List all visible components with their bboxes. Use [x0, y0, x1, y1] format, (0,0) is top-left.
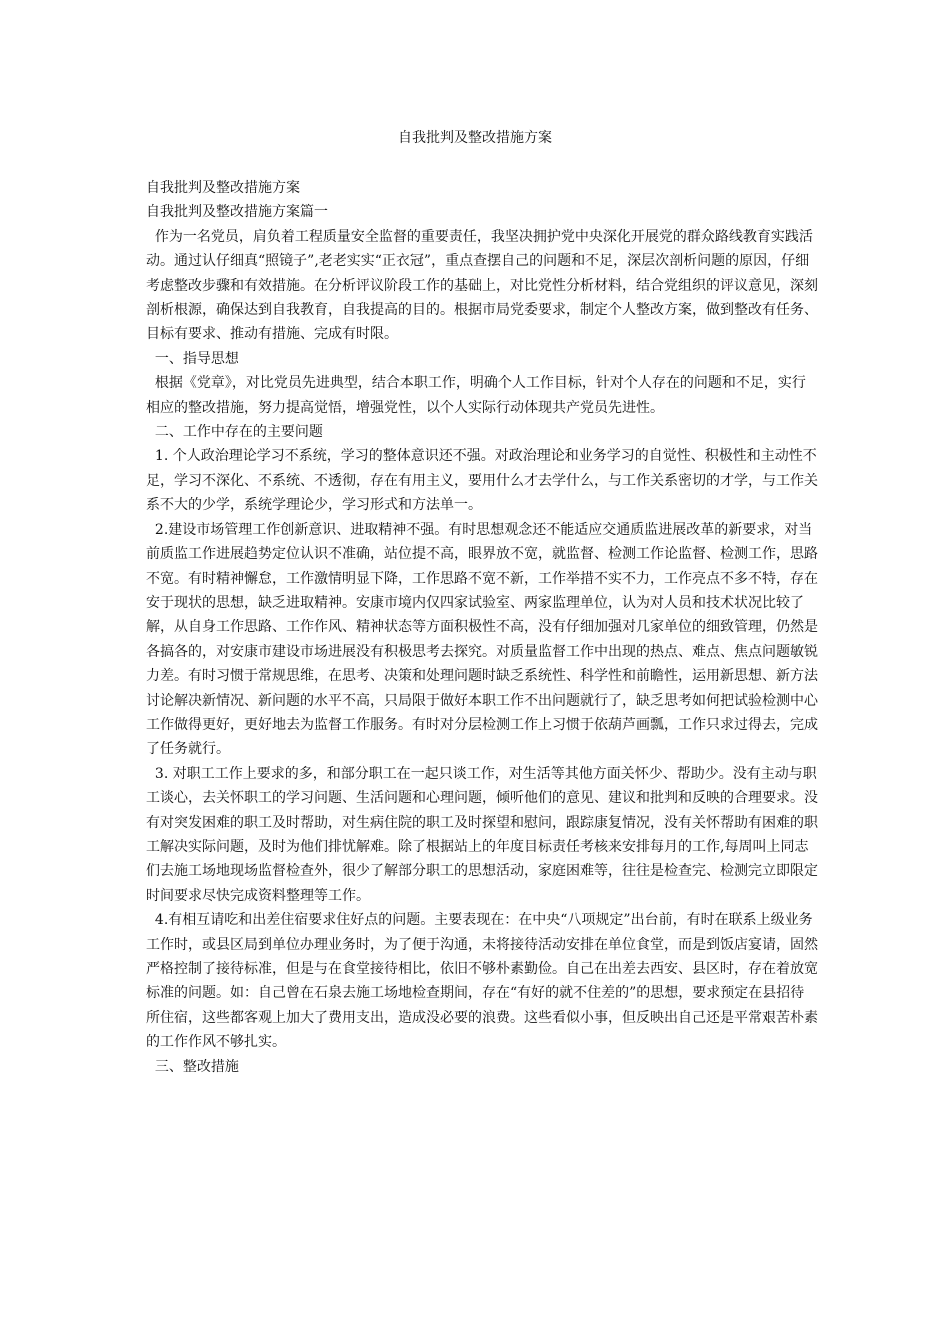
section-heading-guiding-idea: 一、指导思想 — [146, 350, 239, 367]
problem-paragraph-3: 3. 对职工工作上要求的多，和部分职工在一起只谈工作，对生活等其他方面关怀少、帮助少。没有主动与职工谈心，去关怀职工的学习问题、生活问题和心理问题，倾听他们的意见、建议和批判和反映的合理要求。没有对突发困难的职工及时帮助，对生病住院的职工及时探望和慰问，跟踪康复情况，没有关怀帮助有困难的职工解决实际问题，及时为他们排忧解难。除了根据站上的年度目标责任考核来安排每月的工作,每周叫上同志们去施工场地现场监督检查外，很少了解部分职工的思想活动，家庭困难等，往往是检查完、检测完立即限定时间要求尽快完成资料整理等工作。 — [146, 765, 818, 904]
intro-paragraph: 作为一名党员，肩负着工程质量安全监督的重要责任，我坚决拥护党中央深化开展党的群众路线教育实践活动。通过认仔细真“照镜子”,老老实实“正衣冠”，重点查摆自己的问题和不足，深层次剖析问题的原因，仔细考虑整改步骤和有效措施。在分析评议阶段工作的基础上，对比党性分析材料，结合党组织的评议意见，深刻剖析根源，确保达到自我教育，自我提高的目的。根据市局党委要求，制定个人整改方案，做到整改有任务、目标有要求、推动有措施、完成有时限。 — [146, 228, 818, 343]
section-heading-main-problems: 二、工作中存在的主要问题 — [146, 424, 323, 441]
problem-paragraph-1: 1. 个人政治理论学习不系统，学习的整体意识还不强。对政治理论和业务学习的自觉性、积极性和主动性不足，学习不深化、不系统、不透彻，存在有用主义，要用什么才去学什么，与工作关系密切的才学，与工作关系不大的少学，系统学理论少，学习形式和方法单一。 — [146, 448, 818, 514]
document-title: 自我批判及整改措施方案 — [398, 130, 552, 146]
problem-paragraph-4: 4.有相互请吃和出差住宿要求住好点的问题。主要表现在：在中央“八项规定”出台前，有时在联系上级业务工作时，或县区局到单位办理业务时，为了便于沟通，未将接待活动安排在单位食堂，而是到饭店宴请，固然严格控制了接待标准，但是与在食堂接待相比，依旧不够朴素勤俭。自己在出差去西安、县区时，存在着放宽标准的问题。如：自己曾在石泉去施工场地检查期间，存在“有好的就不住差的”的思想，要求预定在县招待所住宿，这些都客观上加大了费用支出，造成没必要的浪费。这些看似小事，但反映出自己还是平常艰苦朴素的工作作风不够扎实。 — [146, 912, 818, 1051]
body-heading: 自我批判及整改措施方案 — [146, 180, 300, 196]
body-subheading: 自我批判及整改措施方案篇一 — [146, 204, 328, 221]
document-body — [146, 176, 818, 1079]
section-heading-measures: 三、整改措施 — [146, 1058, 239, 1075]
guiding-idea-paragraph: 根据《党章》，对比党员先进典型，结合本职工作，明确个人工作目标，针对个人存在的问题和不足，实行相应的整改措施，努力提高觉悟，增强党性，以个人实际行动体现共产党员先进性。 — [146, 375, 806, 416]
problem-paragraph-2: 2.建设市场管理工作创新意识、进取精神不强。有时思想观念还不能适应交通质监进展改革的新要求，对当前质监工作进展趋势定位认识不准确，站位提不高，眼界放不宽，就监督、检测工作论监督、检测工作，思路不宽。有时精神懈怠，工作激情明显下降，工作思路不宽不新，工作举措不实不力，工作亮点不多不特，存在安于现状的思想，缺乏进取精神。安康市境内仅四家试验室、两家监理单位，认为对人员和技术状况比较了解，从自身工作思路、工作作风、精神状态等方面积极性不高，没有仔细加强对几家单位的细致管理，仍然是各搞各的，对安康市建设市场进展没有积极思考去探究。对质量监督工作中出现的热点、难点、焦点问题敏锐力差。有时习惯于常规思维，在思考、决策和处理问题时缺乏系统性、科学性和前瞻性，运用新思想、新方法讨论解决新情况、新问题的水平不高，只局限于做好本职工作不出问题就行了，缺乏思考如何把试验检测中心工作做得更好，更好地去为监督工作服务。有时对分层检测工作上习惯于依葫芦画瓢，工作只求过得去，完成了任务就行。 — [146, 521, 818, 758]
